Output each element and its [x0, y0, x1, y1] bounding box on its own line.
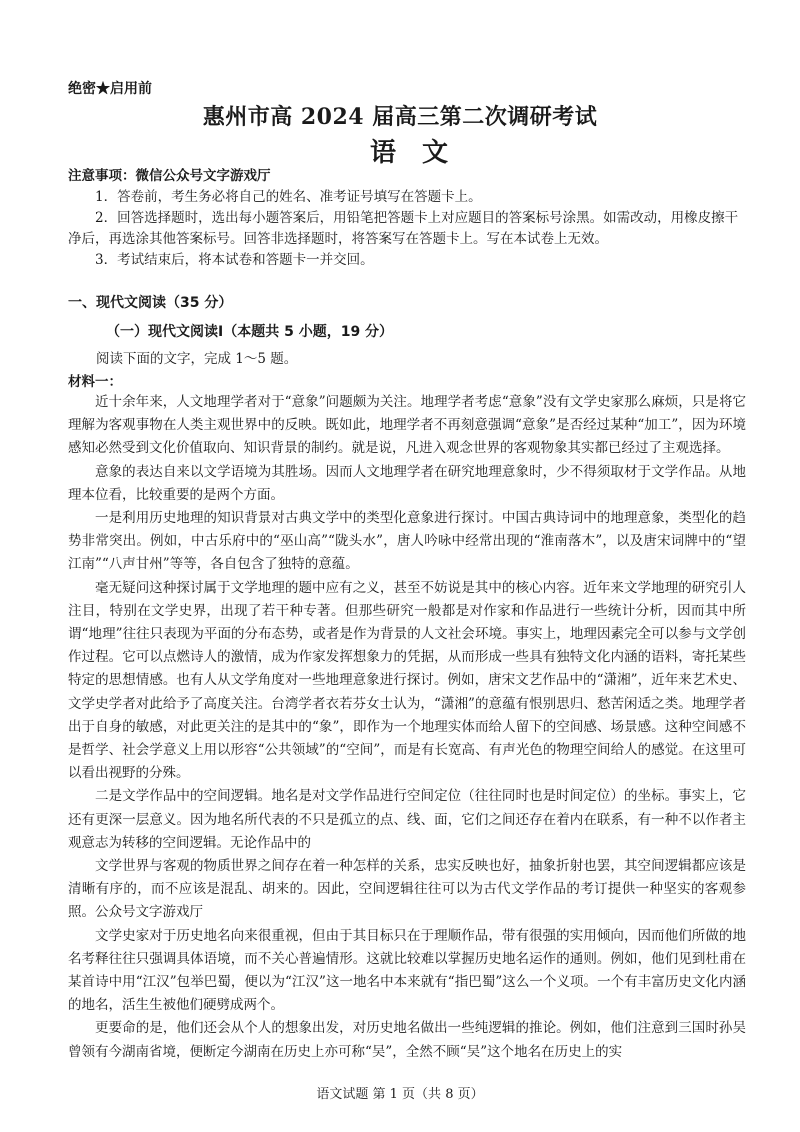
instructions: [68, 166, 746, 271]
page-footer: 语文试题 第 1 页（共 8 页）: [316, 1087, 484, 1102]
instruction-item: 2．回答选择题时，选出每小题答案后，用铅笔把答题卡上对应题目的答案标号涂黑。如需改动，用橡皮擦干净后，再选涂其他答案标号。回答非选择题时，将答案写在答题卡上。写在本试卷上无效。: [68, 210, 739, 247]
passage-paragraph: 意象的表达自来以文学语境为其胜场。因而人文地理学者在研究地理意象时，少不得须取材于文学作品。从地理本位看，比较重要的是两个方面。: [68, 463, 746, 503]
instructions-heading: 注意事项：微信公众号文字游戏厅: [68, 168, 271, 184]
instruction-item: 1．答卷前，考生务必将自己的姓名、准考证号填写在答题卡上。: [95, 189, 482, 205]
passage-paragraph: 二是文学作品中的空间逻辑。地名是对文学作品进行空间定位（往往同时也是时间定位）的坐标。事实上，它还有更深一层意义。因为地名所代表的不只是孤立的点、线、面，它们之间还存在着内在联系，有一种不以作者主观意志为转移的空间逻辑。无论作品中的: [68, 788, 746, 851]
section-heading: 一、现代文阅读（35 分）: [68, 295, 233, 311]
reading-instruction: 阅读下面的文字，完成 1～5 题。: [96, 351, 298, 367]
material-label: 材料一：: [68, 374, 122, 390]
passage-paragraph: 一是利用历史地理的知识背景对古典文学中的类型化意象进行探讨。中国古典诗词中的地理意象，类型化的趋势非常突出。例如，中古乐府中的“巫山高”“陇头水”，唐人吟咏中经常出现的“淮南落木”，以及唐宋词牌中的“望江南”“八声甘州”等等，各自包含了独特的意蕴。: [68, 510, 746, 573]
passage-paragraph: 近十余年来，人文地理学者对于“意象”问题颇为关注。地理学者考虑“意象”没有文学史家那么麻烦，只是将它理解为客观事物在人类主观世界中的反映。既如此，地理学者不再刻意强调“意象”是否经过某种“加工”，因为环境感知必然受到文化价值取向、知识背景的制约。就是说，凡进入观念世界的客观物象其实都已经过了主观选择。: [68, 394, 746, 457]
passage-paragraph: 文学世界与客观的物质世界之间存在着一种怎样的关系，忠实反映也好，抽象折射也罢，其空间逻辑都应该是清晰有序的，而不应该是混乱、胡来的。因此，空间逻辑往往可以为古代文学作品的考订提供一种坚实的客观参照。公众号文字游戏厅: [68, 858, 746, 921]
passage-paragraph: 文学史家对于历史地名向来很重视，但由于其目标只在于理顺作品，带有很强的实用倾向，因而他们所做的地名考释往往只强调具体语境，而不关心普遍情形。这就比较难以掌握历史地名运作的通则。例如，他们见到杜甫在某首诗中用“江汉”包举巴蜀，便以为“江汉”这一地名中本来就有“指巴蜀”这么一个义项。一个有丰富历史文化内涵的地名，活生生被他们硬劈成两个。: [68, 927, 746, 1014]
reading-passage: [68, 391, 746, 1064]
subsection-heading: （一）现代文阅读Ⅰ（本题共 5 小题，19 分）: [106, 324, 394, 340]
passage-paragraph: 毫无疑问这种探讨属于文学地理的题中应有之义，甚至不妨说是其中的核心内容。近年来文学地理的研究引人注目，特别在文学史界，出现了若干种专著。但那些研究一般都是对作家和作品进行一些统计分析，因而其中所谓“地理”往往只表现为平面的分布态势，或者是作为背景的人文社会环境。事实上，地理因素完全可以参与文学创作过程。它可以点燃诗人的激情，成为作家发挥想象力的凭据，从而形成一些具有独特文化内涵的语料，寄托某些特定的思想情感。也有人从文学角度对一些地理意象进行探讨。例如，唐宋文艺作品中的“潇湘”，近年来艺术史、文学史学者对此给予了高度关注。台湾学者衣若芬女士认为，“潇湘”的意蕴有恨别思归、愁苦闲适之类。地理学者出于自身的敏感，对此更关注的是其中的“象”，即作为一个地理实体而给人留下的空间感、场景感。这种空间感不是哲学、社会学意义上用以形容“公共领域”的“空间”，而是有长宽高、有声光色的物理空间给人的感觉。在这里可以看出视野的分殊。: [68, 579, 746, 782]
confidential-mark: 绝密★启用前: [68, 81, 152, 97]
instruction-item: 3．考试结束后，将本试卷和答题卡一并交回。: [95, 252, 374, 268]
subject-title: 语文: [369, 138, 474, 168]
passage-paragraph: 更要命的是，他们还会从个人的想象出发，对历史地名做出一些纯逻辑的推论。例如，他们注意到三国时孙吴曾领有今湖南省境，便断定今湖南在历史上亦可称“吴”，全然不顾“吴”这个地名在历史上的实: [68, 1020, 746, 1060]
exam-title: 惠州市高 2024 届高三第二次调研考试: [202, 104, 598, 130]
